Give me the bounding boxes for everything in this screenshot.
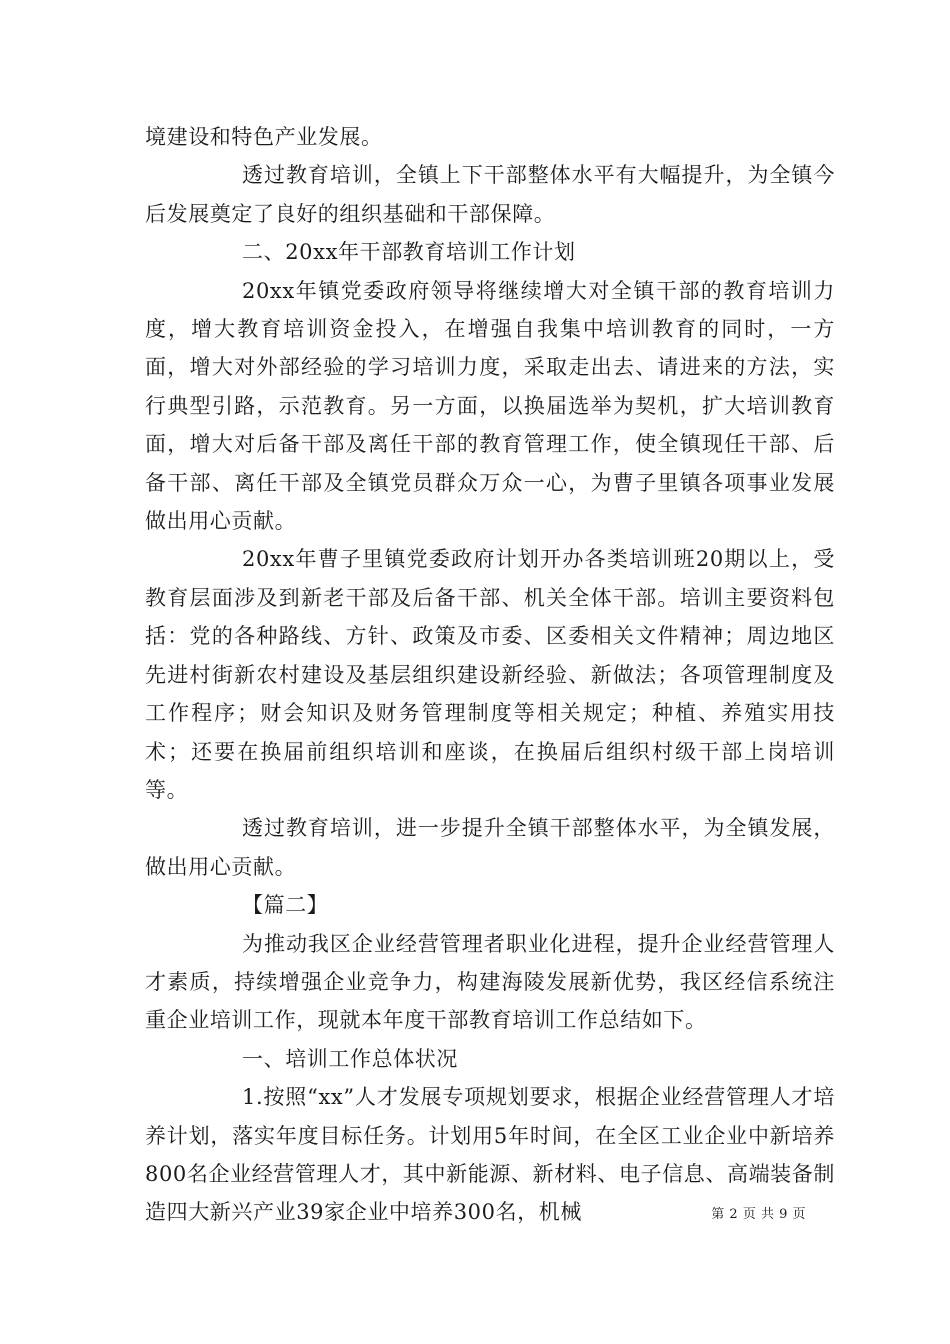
section-heading-plan: 二、20xx年干部教育培训工作计划 — [242, 240, 576, 265]
paragraph-10: 1.按照“xx”人才发展专项规划要求，根据企业经营管理人才培养计划，落实年度目标任务。计划用5年时间，在全区工业企业中新培养800名企业经营管理人才，其中新能源、新材料、电子信息、高端装备制造四大新兴产业39家企业中培养300名，机械 — [145, 1085, 835, 1225]
article-heading-part-two: 【篇二】 — [242, 893, 329, 918]
paragraph-6: 透过教育培训，进一步提升全镇干部整体水平，为全镇发展，做出用心贡献。 — [145, 816, 835, 879]
paragraph-5: 20xx年曹子里镇党委政府计划开办各类培训班20期以上，受教育层面涉及到新老干部及后备干部、机关全体干部。培训主要资料包括：党的各种路线、方针、政策及市委、区委相关文件精神；周边地区先进村街新农村建设及基层组织建设新经验、新做法；各项管理制度及工作程序；财会知识及财务管理制度等相关规定；种植、养殖实用技术；还要在换届前组织培训和座谈，在换届后组织村级干部上岗培训等。 — [145, 547, 835, 802]
document-body — [145, 118, 835, 1232]
paragraph-4: 20xx年镇党委政府领导将继续增大对全镇干部的教育培训力度，增大教育培训资金投入，在增强自我集中培训教育的同时，一方面，增大对外部经验的学习培训力度，采取走出去、请进来的方法，实行典型引路，示范教育。另一方面，以换届选举为契机，扩大培训教育面，增大对后备干部及离任干部的教育管理工作，使全镇现任干部、后备干部、离任干部及全镇党员群众万众一心，为曹子里镇各项事业发展做出用心贡献。 — [145, 278, 835, 534]
paragraph-1: 境建设和特色产业发展。 — [145, 125, 383, 149]
section-heading-overview: 一、培训工作总体状况 — [242, 1046, 458, 1071]
paragraph-2: 透过教育培训，全镇上下干部整体水平有大幅提升，为全镇今后发展奠定了良好的组织基础和干部保障。 — [145, 163, 835, 226]
paragraph-8: 为推动我区企业经营管理者职业化进程，提升企业经营管理人才素质，持续增强企业竞争力，构建海陵发展新优势，我区经信系统注重企业培训工作，现就本年度干部教育培训工作总结如下。 — [145, 931, 835, 1033]
page-number-footer: 第 2 页 共 9 页 — [711, 1207, 806, 1222]
